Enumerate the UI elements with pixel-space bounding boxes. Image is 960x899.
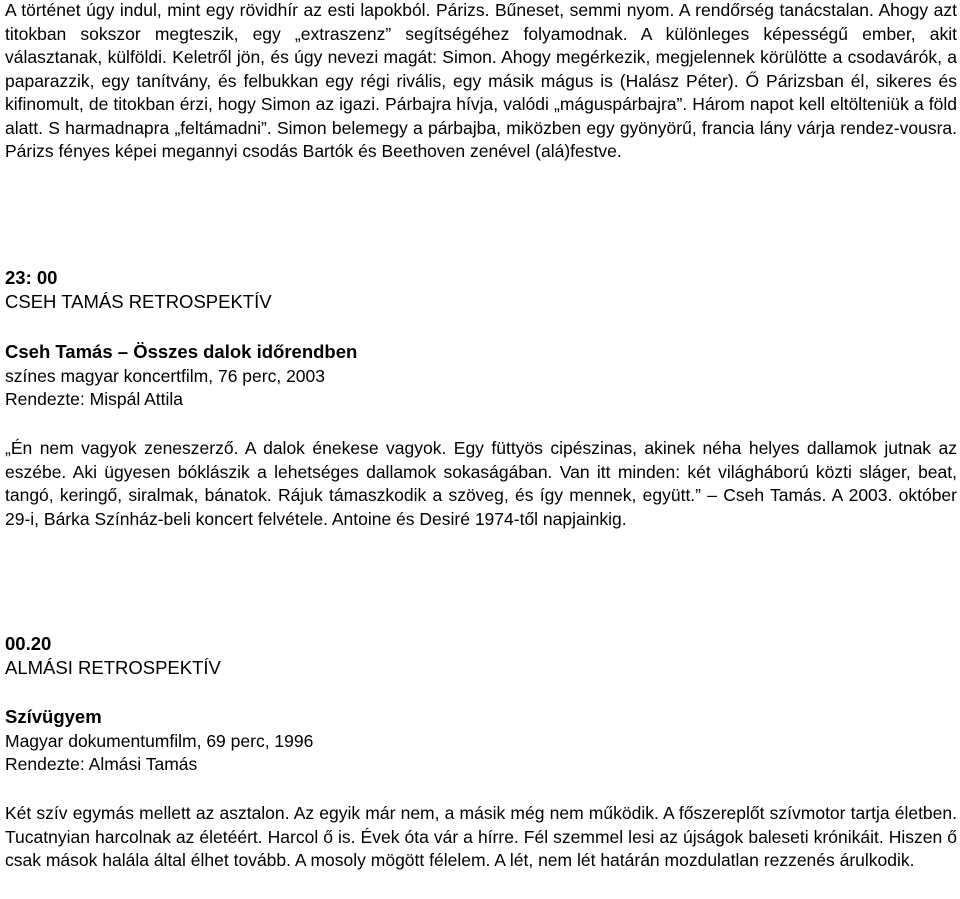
program2-series: ALMÁSI RETROSPEKTÍV (5, 657, 221, 678)
program1-series: CSEH TAMÁS RETROSPEKTÍV (5, 291, 272, 312)
program2-description: Két szív egymás mellett az asztalon. Az egyik már nem, a másik még nem működik. A főszereplőt szívmotor tartja életben. Tucatnyian harcolnak az életéért. Harcol ő is. Évek óta vár a hírre. Fél szemmel lesi az újságok baleseti krónikáit. Hiszen ő csak mások halála által élhet tovább. A mosoly mögött félelem. A lét, nem lét határán mozdulatlan rezzenés árulkodik. (5, 803, 957, 870)
program1-info: színes magyar koncertfilm, 76 perc, 2003 (5, 366, 326, 386)
program2-director: Rendezte: Almási Tamás (5, 754, 198, 774)
program1-director: Rendezte: Mispál Attila (5, 389, 184, 409)
program2-info: Magyar dokumentumfilm, 69 perc, 1996 (5, 731, 314, 751)
program2-time: 00.20 (5, 633, 52, 654)
program1-description: „Én nem vagyok zeneszerző. A dalok énekese vagyok. Egy füttyös cipészinas, akinek néha helyes dallamok jutnak az eszébe. Aki ügyesen bóklászik a lehetséges dallamok sokaságában. Van itt minden: két világháború közti sláger, beat, tangó, keringő, siralmak, bánatok. Rájuk támaszkodik a szöveg, és így mennek, együtt.” – Cseh Tamás. A 2003. október 29-i, Bárka Színház-beli koncert felvétele. Antoine és Desiré 1974-től napjainkig. (5, 438, 957, 529)
program1-time: 23: 00 (5, 267, 58, 288)
program1-film-title: Cseh Tamás – Összes dalok időrendben (5, 341, 358, 362)
intro-paragraph: A történet úgy indul, mint egy rövidhír az esti lapokból. Párizs. Bűneset, semmi nyom. A rendőrség tanácstalan. Ahogy azt titokban sokszor megteszik, egy „extraszenz” segítségéhez folyamodnak. A különleges képességű ember, akit választanak, külföldi. Keletről jön, és úgy nevezi magát: Simon. Ahogy megérkezik, megjelennek körülötte a csodavárók, a paparazzik, egy tanítvány, és felbukkan egy régi rivális, egy másik mágus is (Halász Péter). Ő Párizsban él, sikeres és kifinomult, de titokban érzi, hogy Simon az igazi. Párbajra hívja, valódi „máguspárbajra”. Három napot kell eltölteniük a föld alatt. S harmadnapra „feltámadni”. Simon belemegy a párbajba, miközben egy gyönyörű, francia lány várja rendez-vousra. Párizs fényes képei megannyi csodás Bartók és Beethoven zenével (alá)festve. (5, 0, 957, 161)
program2-film-title: Szívügyem (5, 706, 102, 727)
